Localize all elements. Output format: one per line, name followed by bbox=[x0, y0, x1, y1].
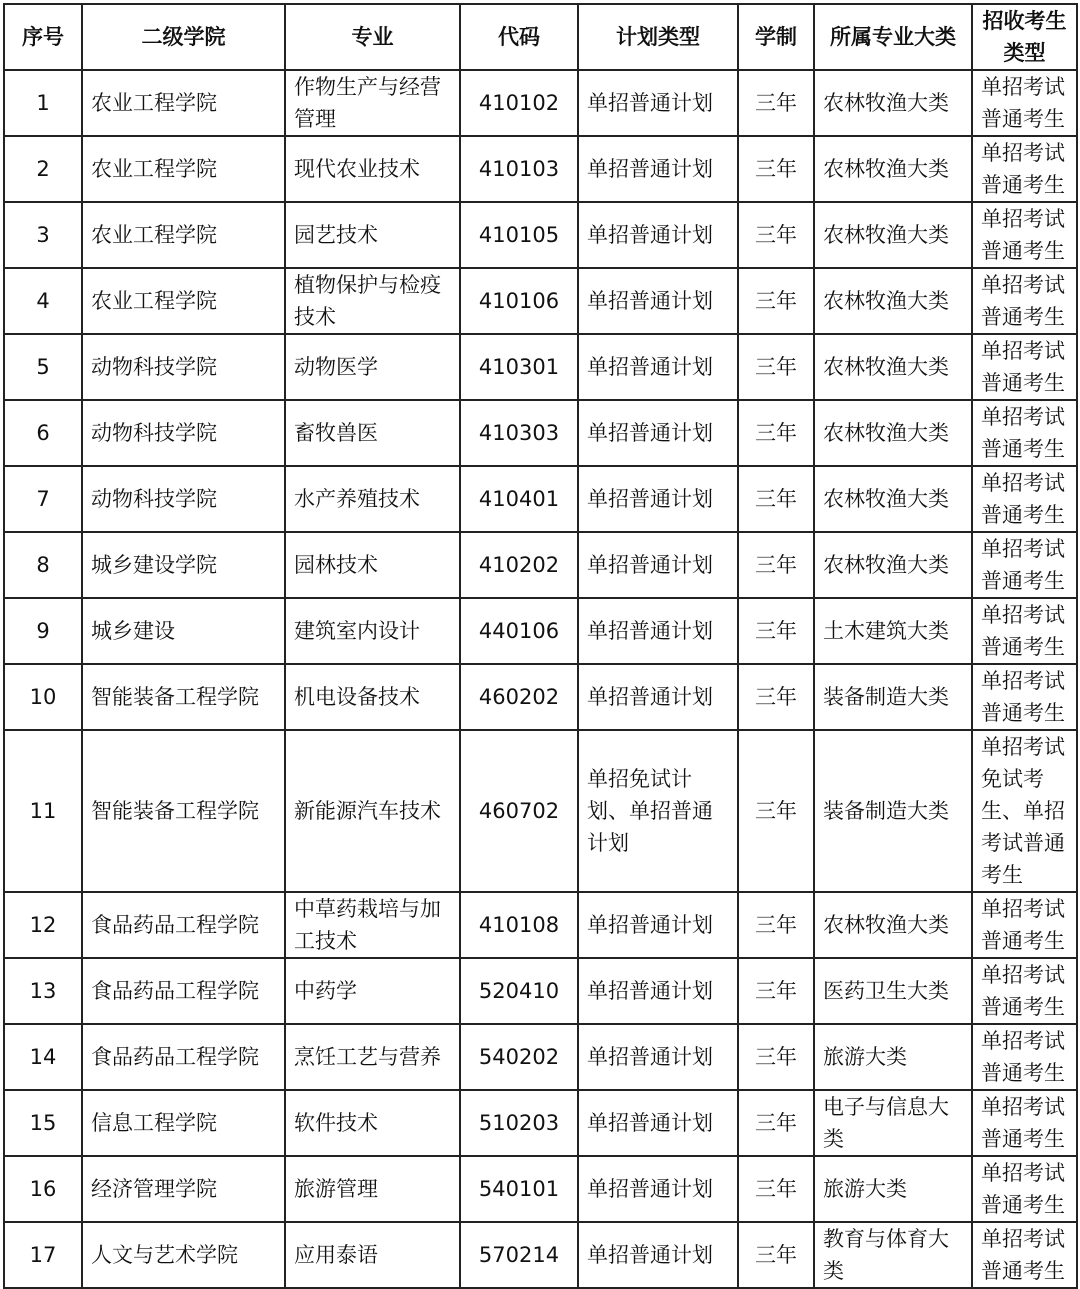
table-row bbox=[4, 466, 1077, 532]
cell-student-type: 单招考试普通考生 bbox=[972, 1090, 1077, 1156]
header-plan-type: 计划类型 bbox=[578, 4, 738, 70]
cell-college: 信息工程学院 bbox=[82, 1090, 285, 1156]
cell-plan-type: 单招普通计划 bbox=[578, 70, 738, 136]
cell-plan-type: 单招普通计划 bbox=[578, 1156, 738, 1222]
cell-major: 园林技术 bbox=[285, 532, 460, 598]
table-row bbox=[4, 892, 1077, 958]
cell-major: 畜牧兽医 bbox=[285, 400, 460, 466]
cell-student-type: 单招考试普通考生 bbox=[972, 466, 1077, 532]
table-row bbox=[4, 202, 1077, 268]
cell-no: 17 bbox=[4, 1222, 82, 1288]
cell-code: 410106 bbox=[460, 268, 578, 334]
cell-no: 15 bbox=[4, 1090, 82, 1156]
cell-duration: 三年 bbox=[738, 70, 814, 136]
cell-plan-type: 单招普通计划 bbox=[578, 202, 738, 268]
cell-category: 农林牧渔大类 bbox=[814, 136, 972, 202]
cell-no: 13 bbox=[4, 958, 82, 1024]
cell-duration: 三年 bbox=[738, 400, 814, 466]
header-category: 所属专业大类 bbox=[814, 4, 972, 70]
cell-duration: 三年 bbox=[738, 136, 814, 202]
cell-major: 动物医学 bbox=[285, 334, 460, 400]
cell-major: 中草药栽培与加工技术 bbox=[285, 892, 460, 958]
table-row bbox=[4, 1222, 1077, 1288]
cell-code: 510203 bbox=[460, 1090, 578, 1156]
cell-major: 软件技术 bbox=[285, 1090, 460, 1156]
cell-code: 460202 bbox=[460, 664, 578, 730]
cell-duration: 三年 bbox=[738, 1156, 814, 1222]
cell-category: 土木建筑大类 bbox=[814, 598, 972, 664]
cell-college: 农业工程学院 bbox=[82, 202, 285, 268]
cell-plan-type: 单招普通计划 bbox=[578, 334, 738, 400]
table-row bbox=[4, 136, 1077, 202]
cell-college: 城乡建设学院 bbox=[82, 532, 285, 598]
cell-college: 农业工程学院 bbox=[82, 136, 285, 202]
cell-plan-type: 单招普通计划 bbox=[578, 466, 738, 532]
cell-category: 装备制造大类 bbox=[814, 664, 972, 730]
table-row bbox=[4, 1024, 1077, 1090]
header-code: 代码 bbox=[460, 4, 578, 70]
cell-student-type: 单招考试普通考生 bbox=[972, 958, 1077, 1024]
cell-college: 智能装备工程学院 bbox=[82, 664, 285, 730]
header-student-type: 招收考生类型 bbox=[972, 4, 1077, 70]
cell-duration: 三年 bbox=[738, 202, 814, 268]
cell-college: 食品药品工程学院 bbox=[82, 958, 285, 1024]
cell-major: 园艺技术 bbox=[285, 202, 460, 268]
cell-plan-type: 单招普通计划 bbox=[578, 958, 738, 1024]
cell-major: 新能源汽车技术 bbox=[285, 730, 460, 892]
cell-major: 现代农业技术 bbox=[285, 136, 460, 202]
cell-no: 1 bbox=[4, 70, 82, 136]
cell-student-type: 单招考试普通考生 bbox=[972, 334, 1077, 400]
cell-no: 8 bbox=[4, 532, 82, 598]
cell-category: 医药卫生大类 bbox=[814, 958, 972, 1024]
cell-student-type: 单招考试普通考生 bbox=[972, 70, 1077, 136]
cell-college: 经济管理学院 bbox=[82, 1156, 285, 1222]
cell-duration: 三年 bbox=[738, 598, 814, 664]
cell-code: 540202 bbox=[460, 1024, 578, 1090]
cell-duration: 三年 bbox=[738, 532, 814, 598]
cell-student-type: 单招考试普通考生 bbox=[972, 268, 1077, 334]
cell-no: 14 bbox=[4, 1024, 82, 1090]
cell-duration: 三年 bbox=[738, 1222, 814, 1288]
cell-major: 水产养殖技术 bbox=[285, 466, 460, 532]
cell-code: 520410 bbox=[460, 958, 578, 1024]
cell-college: 人文与艺术学院 bbox=[82, 1222, 285, 1288]
cell-major: 应用泰语 bbox=[285, 1222, 460, 1288]
cell-category: 教育与体育大类 bbox=[814, 1222, 972, 1288]
cell-category: 农林牧渔大类 bbox=[814, 532, 972, 598]
cell-plan-type: 单招普通计划 bbox=[578, 400, 738, 466]
table-row bbox=[4, 1156, 1077, 1222]
cell-plan-type: 单招普通计划 bbox=[578, 1090, 738, 1156]
cell-no: 5 bbox=[4, 334, 82, 400]
cell-duration: 三年 bbox=[738, 892, 814, 958]
cell-plan-type: 单招免试计划、单招普通计划 bbox=[578, 730, 738, 892]
cell-category: 电子与信息大类 bbox=[814, 1090, 972, 1156]
cell-category: 农林牧渔大类 bbox=[814, 334, 972, 400]
cell-no: 7 bbox=[4, 466, 82, 532]
cell-plan-type: 单招普通计划 bbox=[578, 598, 738, 664]
cell-no: 6 bbox=[4, 400, 82, 466]
table-row bbox=[4, 958, 1077, 1024]
cell-code: 540101 bbox=[460, 1156, 578, 1222]
cell-category: 农林牧渔大类 bbox=[814, 70, 972, 136]
cell-student-type: 单招考试普通考生 bbox=[972, 400, 1077, 466]
cell-code: 410108 bbox=[460, 892, 578, 958]
table-row bbox=[4, 70, 1077, 136]
cell-duration: 三年 bbox=[738, 958, 814, 1024]
cell-major: 旅游管理 bbox=[285, 1156, 460, 1222]
cell-student-type: 单招考试免试考生、单招考试普通考生 bbox=[972, 730, 1077, 892]
cell-category: 农林牧渔大类 bbox=[814, 202, 972, 268]
cell-category: 农林牧渔大类 bbox=[814, 268, 972, 334]
cell-duration: 三年 bbox=[738, 1090, 814, 1156]
cell-duration: 三年 bbox=[738, 1024, 814, 1090]
header-major: 专业 bbox=[285, 4, 460, 70]
cell-plan-type: 单招普通计划 bbox=[578, 1222, 738, 1288]
cell-duration: 三年 bbox=[738, 334, 814, 400]
cell-duration: 三年 bbox=[738, 730, 814, 892]
table-row bbox=[4, 730, 1077, 892]
cell-major: 植物保护与检疫技术 bbox=[285, 268, 460, 334]
cell-code: 410301 bbox=[460, 334, 578, 400]
cell-plan-type: 单招普通计划 bbox=[578, 664, 738, 730]
cell-student-type: 单招考试普通考生 bbox=[972, 1156, 1077, 1222]
cell-code: 440106 bbox=[460, 598, 578, 664]
cell-college: 智能装备工程学院 bbox=[82, 730, 285, 892]
cell-major: 建筑室内设计 bbox=[285, 598, 460, 664]
cell-code: 460702 bbox=[460, 730, 578, 892]
enrollment-table bbox=[3, 3, 1078, 1289]
cell-plan-type: 单招普通计划 bbox=[578, 892, 738, 958]
table-row bbox=[4, 334, 1077, 400]
cell-code: 570214 bbox=[460, 1222, 578, 1288]
cell-category: 旅游大类 bbox=[814, 1024, 972, 1090]
cell-no: 3 bbox=[4, 202, 82, 268]
cell-category: 农林牧渔大类 bbox=[814, 400, 972, 466]
cell-category: 农林牧渔大类 bbox=[814, 892, 972, 958]
table-row bbox=[4, 400, 1077, 466]
cell-student-type: 单招考试普通考生 bbox=[972, 598, 1077, 664]
cell-code: 410105 bbox=[460, 202, 578, 268]
table-row bbox=[4, 268, 1077, 334]
cell-code: 410103 bbox=[460, 136, 578, 202]
cell-major: 烹饪工艺与营养 bbox=[285, 1024, 460, 1090]
table-body bbox=[4, 70, 1077, 1288]
cell-student-type: 单招考试普通考生 bbox=[972, 664, 1077, 730]
cell-category: 旅游大类 bbox=[814, 1156, 972, 1222]
cell-no: 16 bbox=[4, 1156, 82, 1222]
cell-college: 动物科技学院 bbox=[82, 466, 285, 532]
cell-duration: 三年 bbox=[738, 466, 814, 532]
cell-no: 10 bbox=[4, 664, 82, 730]
cell-student-type: 单招考试普通考生 bbox=[972, 1024, 1077, 1090]
header-duration: 学制 bbox=[738, 4, 814, 70]
cell-student-type: 单招考试普通考生 bbox=[972, 202, 1077, 268]
cell-college: 农业工程学院 bbox=[82, 268, 285, 334]
cell-duration: 三年 bbox=[738, 664, 814, 730]
cell-student-type: 单招考试普通考生 bbox=[972, 136, 1077, 202]
cell-student-type: 单招考试普通考生 bbox=[972, 892, 1077, 958]
table-row bbox=[4, 598, 1077, 664]
cell-category: 装备制造大类 bbox=[814, 730, 972, 892]
cell-student-type: 单招考试普通考生 bbox=[972, 1222, 1077, 1288]
cell-student-type: 单招考试普通考生 bbox=[972, 532, 1077, 598]
cell-no: 11 bbox=[4, 730, 82, 892]
cell-college: 农业工程学院 bbox=[82, 70, 285, 136]
cell-major: 中药学 bbox=[285, 958, 460, 1024]
cell-major: 作物生产与经营管理 bbox=[285, 70, 460, 136]
table-row bbox=[4, 1090, 1077, 1156]
cell-code: 410303 bbox=[460, 400, 578, 466]
cell-major: 机电设备技术 bbox=[285, 664, 460, 730]
table-row bbox=[4, 664, 1077, 730]
cell-no: 2 bbox=[4, 136, 82, 202]
header-no: 序号 bbox=[4, 4, 82, 70]
header-college: 二级学院 bbox=[82, 4, 285, 70]
header-row bbox=[4, 4, 1077, 70]
cell-college: 食品药品工程学院 bbox=[82, 1024, 285, 1090]
cell-code: 410202 bbox=[460, 532, 578, 598]
cell-college: 动物科技学院 bbox=[82, 400, 285, 466]
cell-code: 410401 bbox=[460, 466, 578, 532]
cell-college: 城乡建设 bbox=[82, 598, 285, 664]
cell-plan-type: 单招普通计划 bbox=[578, 268, 738, 334]
cell-plan-type: 单招普通计划 bbox=[578, 136, 738, 202]
cell-college: 动物科技学院 bbox=[82, 334, 285, 400]
cell-no: 9 bbox=[4, 598, 82, 664]
cell-plan-type: 单招普通计划 bbox=[578, 532, 738, 598]
cell-no: 4 bbox=[4, 268, 82, 334]
cell-code: 410102 bbox=[460, 70, 578, 136]
table-row bbox=[4, 532, 1077, 598]
cell-college: 食品药品工程学院 bbox=[82, 892, 285, 958]
cell-category: 农林牧渔大类 bbox=[814, 466, 972, 532]
cell-no: 12 bbox=[4, 892, 82, 958]
cell-duration: 三年 bbox=[738, 268, 814, 334]
cell-plan-type: 单招普通计划 bbox=[578, 1024, 738, 1090]
